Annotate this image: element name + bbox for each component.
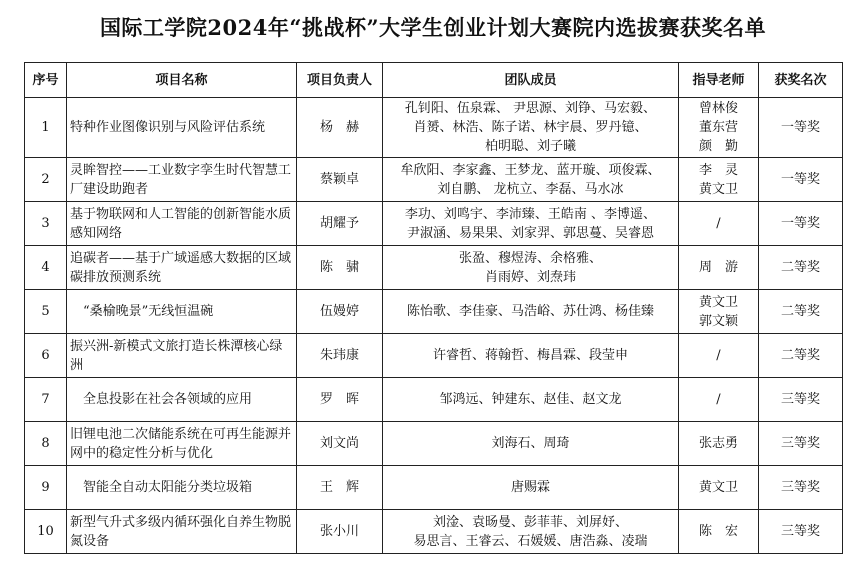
advisor	[679, 422, 759, 466]
advisor	[679, 290, 759, 334]
team-members-line: 刘淦、袁旸曼、彭菲菲、刘屏妤、	[432, 514, 628, 530]
project-leader: 陈 骕	[297, 246, 383, 290]
advisor	[679, 510, 759, 554]
project-name: 基于物联网和人工智能的创新智能水质感知网络	[67, 202, 297, 246]
project-name: “桑榆晚景”无线恒温碗	[67, 290, 297, 334]
project-name: 旧锂电池二次储能系统在可再生能源并网中的稳定性分析与优化	[67, 422, 297, 466]
team-members-line: 邹鸿远、钟建东、赵佳、赵文龙	[439, 392, 622, 407]
advisor	[679, 98, 759, 158]
project-name: 新型气升式多级内循环强化自养生物脱氮设备	[67, 510, 297, 554]
team-members-line: 张盈、穆煜涛、余格雅、	[458, 250, 602, 266]
team-members	[383, 202, 679, 246]
row-number: 5	[25, 290, 67, 334]
award-rank: 三等奖	[759, 378, 843, 422]
advisor-line: /	[716, 392, 721, 407]
column-header-advisor: 指导老师	[679, 63, 759, 98]
advisor	[679, 466, 759, 510]
table-row	[25, 334, 843, 378]
row-number: 2	[25, 158, 67, 202]
team-members-line: 孔钊阳、伍泉霖、 尹思源、刘铮、马宏毅、	[404, 101, 657, 116]
team-members-line: 刘海石、周琦	[491, 436, 570, 451]
advisor-line: 黄文卫	[698, 480, 738, 495]
advisor-line: 曾林俊	[698, 101, 738, 116]
advisor-line: 颜 勤	[698, 139, 738, 154]
award-rank: 二等奖	[759, 246, 843, 290]
advisor-line: 郭文颖	[698, 313, 738, 329]
team-members	[383, 98, 679, 158]
team-members-line: 唐赐霖	[510, 480, 550, 495]
project-name: 追碳者——基于广域遥感大数据的区域碳排放预测系统	[67, 246, 297, 290]
advisor-line: 黄文卫	[698, 181, 738, 197]
project-name: 灵眸智控——工业数字孪生时代智慧工厂建设助跑者	[67, 158, 297, 202]
team-members	[383, 158, 679, 202]
table-row	[25, 466, 843, 510]
table-row	[25, 158, 843, 202]
table-row	[25, 246, 843, 290]
awards-table	[24, 62, 843, 554]
team-members	[383, 246, 679, 290]
table-body	[25, 98, 843, 554]
column-header-no: 序号	[25, 63, 67, 98]
advisor	[679, 158, 759, 202]
row-number: 6	[25, 334, 67, 378]
team-members	[383, 422, 679, 466]
column-header-project: 项目名称	[67, 63, 297, 98]
project-leader: 伍嫚婷	[297, 290, 383, 334]
award-rank: 二等奖	[759, 290, 843, 334]
project-name: 振兴洲-新模式文旅打造长株潭核心绿洲	[67, 334, 297, 378]
award-rank: 三等奖	[759, 466, 843, 510]
team-members-line: 易思言、王睿云、石媛媛、唐浩淼、凌瑞	[413, 533, 648, 549]
advisor	[679, 378, 759, 422]
team-members-line: 许睿哲、蒋翰哲、梅昌霖、段莹申	[432, 348, 628, 363]
team-members-line: 肖雨婷、刘焘玮	[484, 269, 576, 285]
advisor-line: /	[716, 216, 721, 231]
column-header-award: 获奖名次	[759, 63, 843, 98]
project-leader: 王 辉	[297, 466, 383, 510]
award-rank: 三等奖	[759, 510, 843, 554]
advisor	[679, 246, 759, 290]
advisor-line: 李 灵	[698, 162, 738, 178]
team-members-line: 牟欣阳、李家鑫、王梦龙、蓝开璇、项俊霖、	[400, 162, 661, 178]
team-members	[383, 290, 679, 334]
row-number: 7	[25, 378, 67, 422]
row-number: 1	[25, 98, 67, 158]
team-members-line: 柏明聪、刘子曦	[484, 139, 576, 154]
table-row	[25, 378, 843, 422]
advisor-line: 周 游	[698, 260, 738, 275]
advisor	[679, 334, 759, 378]
advisor-line: 张志勇	[698, 436, 738, 451]
team-members-line: 刘自鹏、 龙杭立、李磊、马水冰	[437, 181, 624, 197]
project-leader: 蔡颖卓	[297, 158, 383, 202]
row-number: 9	[25, 466, 67, 510]
table-header-row	[25, 63, 843, 98]
table-row	[25, 290, 843, 334]
project-leader: 张小川	[297, 510, 383, 554]
project-leader: 刘文尚	[297, 422, 383, 466]
advisor-line: 黄文卫	[698, 294, 738, 310]
row-number: 4	[25, 246, 67, 290]
award-rank: 一等奖	[759, 202, 843, 246]
project-name: 特种作业图像识别与风险评估系统	[67, 98, 297, 158]
table-row	[25, 422, 843, 466]
advisor-line: 董东营	[698, 120, 738, 135]
team-members-line: 李功、刘鸣宇、李沛臻、王皓南 、李博遥、	[404, 206, 657, 222]
award-rank: 一等奖	[759, 98, 843, 158]
award-rank: 一等奖	[759, 158, 843, 202]
team-members	[383, 378, 679, 422]
team-members-line: 尹淑涵、易果果、刘家羿、郭思蔓、吴睿恩	[406, 225, 654, 241]
column-header-team: 团队成员	[383, 63, 679, 98]
project-leader: 罗 晖	[297, 378, 383, 422]
team-members-line: 陈怡歌、李佳豪、马浩峪、苏仕鸿、杨佳臻	[406, 304, 654, 319]
column-header-leader: 项目负责人	[297, 63, 383, 98]
project-name: 智能全自动太阳能分类垃圾箱	[67, 466, 297, 510]
project-leader: 杨 赫	[297, 98, 383, 158]
team-members	[383, 334, 679, 378]
row-number: 3	[25, 202, 67, 246]
table-row	[25, 98, 843, 158]
table-row	[25, 202, 843, 246]
award-rank: 三等奖	[759, 422, 843, 466]
team-members	[383, 510, 679, 554]
row-number: 10	[25, 510, 67, 554]
advisor	[679, 202, 759, 246]
table-row	[25, 510, 843, 554]
team-members	[383, 466, 679, 510]
row-number: 8	[25, 422, 67, 466]
page-title: 国际工学院2024年“挑战杯”大学生创业计划大赛院内选拔赛获奖名单	[99, 15, 767, 40]
project-name: 全息投影在社会各领域的应用	[67, 378, 297, 422]
award-rank: 二等奖	[759, 334, 843, 378]
project-leader: 朱玮康	[297, 334, 383, 378]
advisor-line: 陈 宏	[698, 524, 738, 539]
project-leader: 胡耀予	[297, 202, 383, 246]
team-members-line: 肖赟、林浩、陈子诺、林宇晨、罗丹镱、	[413, 120, 648, 135]
advisor-line: /	[716, 348, 721, 363]
